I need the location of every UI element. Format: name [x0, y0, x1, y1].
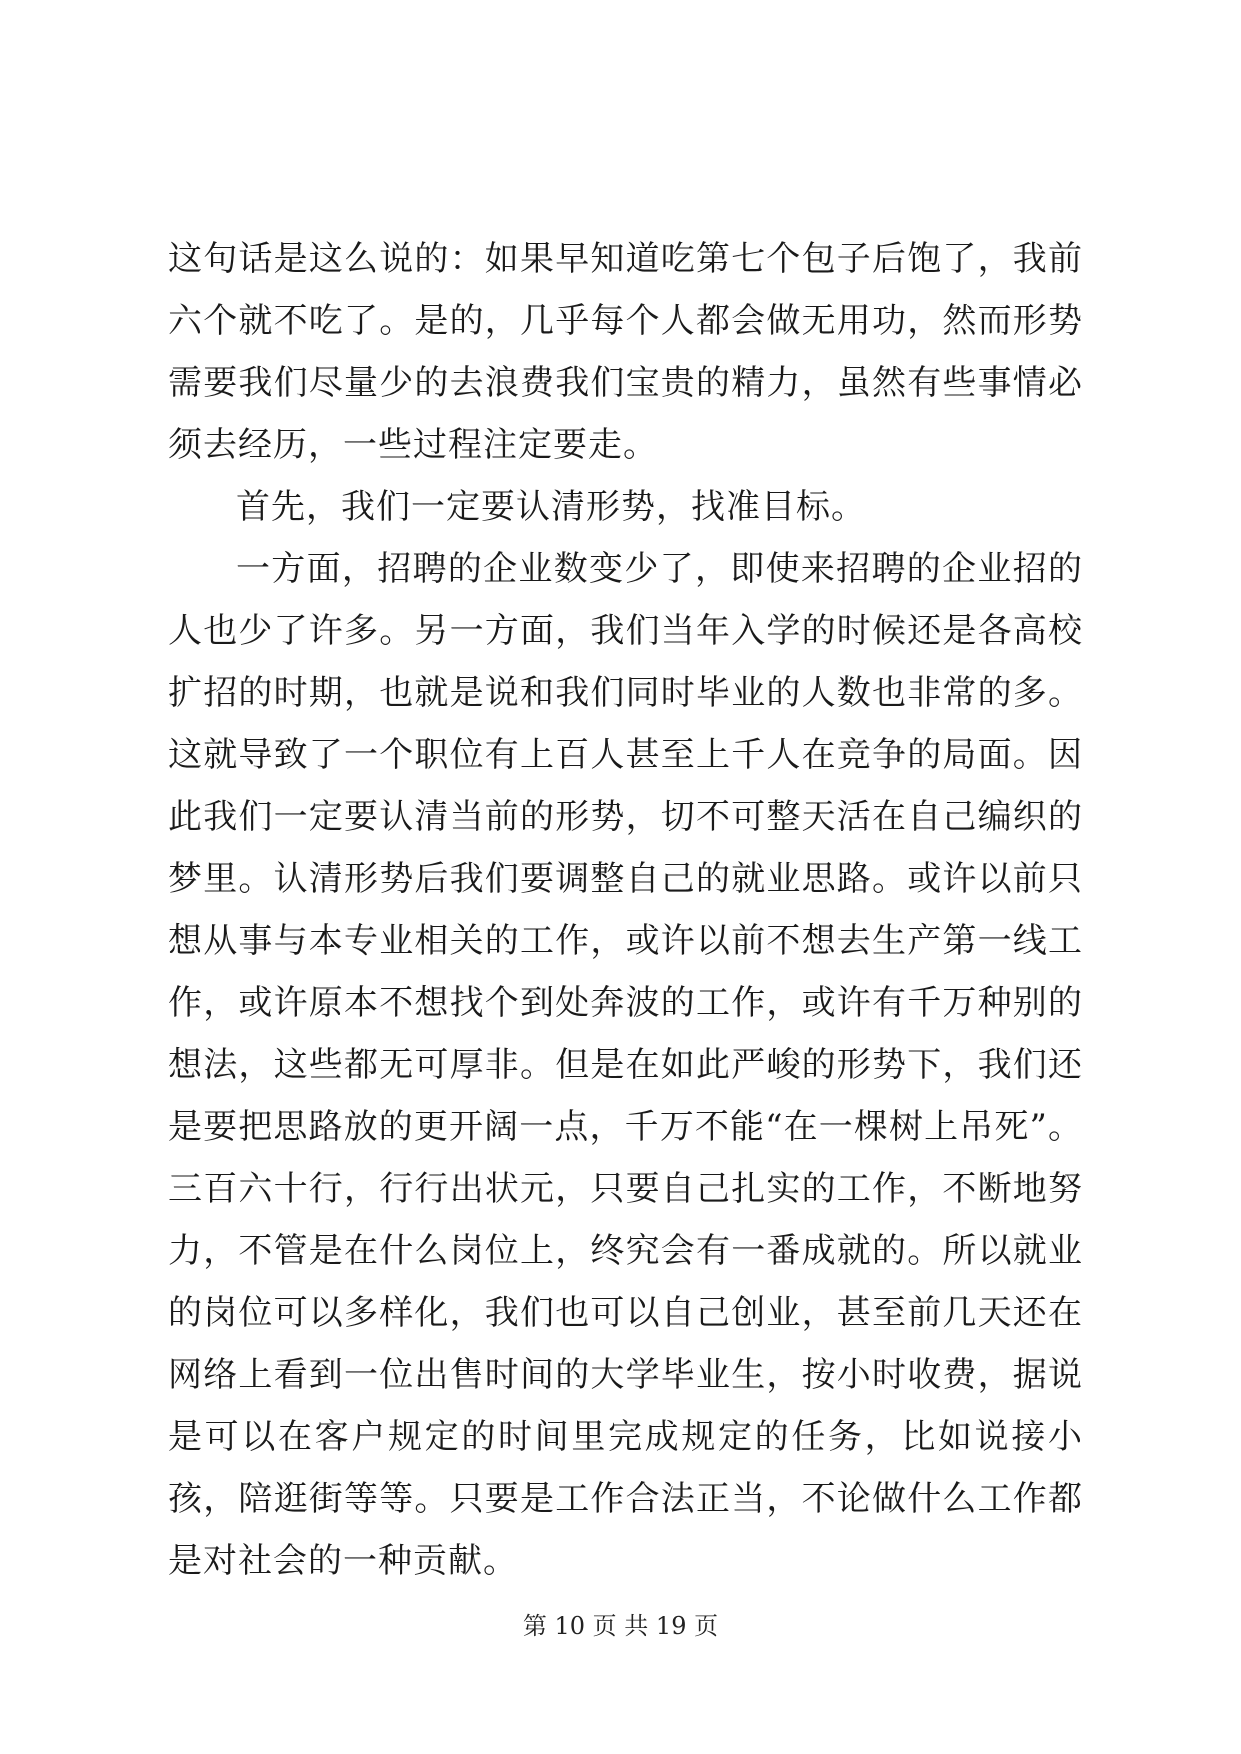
- paragraph-3: 一方面，招聘的企业数变少了，即使来招聘的企业招的人也少了许多。另一方面，我们当年入学的时候还是各高校扩招的时期，也就是说和我们同时毕业的人数也非常的多。这就导致了一个职位有上百人甚至上千人在竞争的局面。因此我们一定要认清当前的形势，切不可整天活在自己编织的梦里。认清形势后我们要调整自己的就业思路。或许以前只想从事与本专业相关的工作，或许以前不想去生产第一线工作，或许原本不想找个到处奔波的工作，或许有千万种别的想法，这些都无可厚非。但是在如此严峻的形势下，我们还是要把思路放的更开阔一点，千万不能“在一棵树上吊死”。三百六十行，行行出状元，只要自己扎实的工作，不断地努力，不管是在什么岗位上，终究会有一番成就的。所以就业的岗位可以多样化，我们也可以自己创业，甚至前几天还在网络上看到一位出售时间的大学毕业生，按小时收费，据说是可以在客户规定的时间里完成规定的任务，比如说接小孩，陪逛街等等。只要是工作合法正当，不论做什么工作都是对社会的一种贡献。: [168, 549, 1083, 1581]
- paragraph-1: 这句话是这么说的：如果早知道吃第七个包子后饱了，我前六个就不吃了。是的，几乎每个人都会做无用功，然而形势需要我们尽量少的去浪费我们宝贵的精力，虽然有些事情必须去经历，一些过程注定要走。: [168, 239, 1083, 465]
- document-body: [168, 228, 1083, 1592]
- paragraph-2: 首先，我们一定要认清形势，找准目标。: [236, 487, 866, 527]
- page-number-footer: 第 10 页 共 19 页: [522, 1612, 719, 1640]
